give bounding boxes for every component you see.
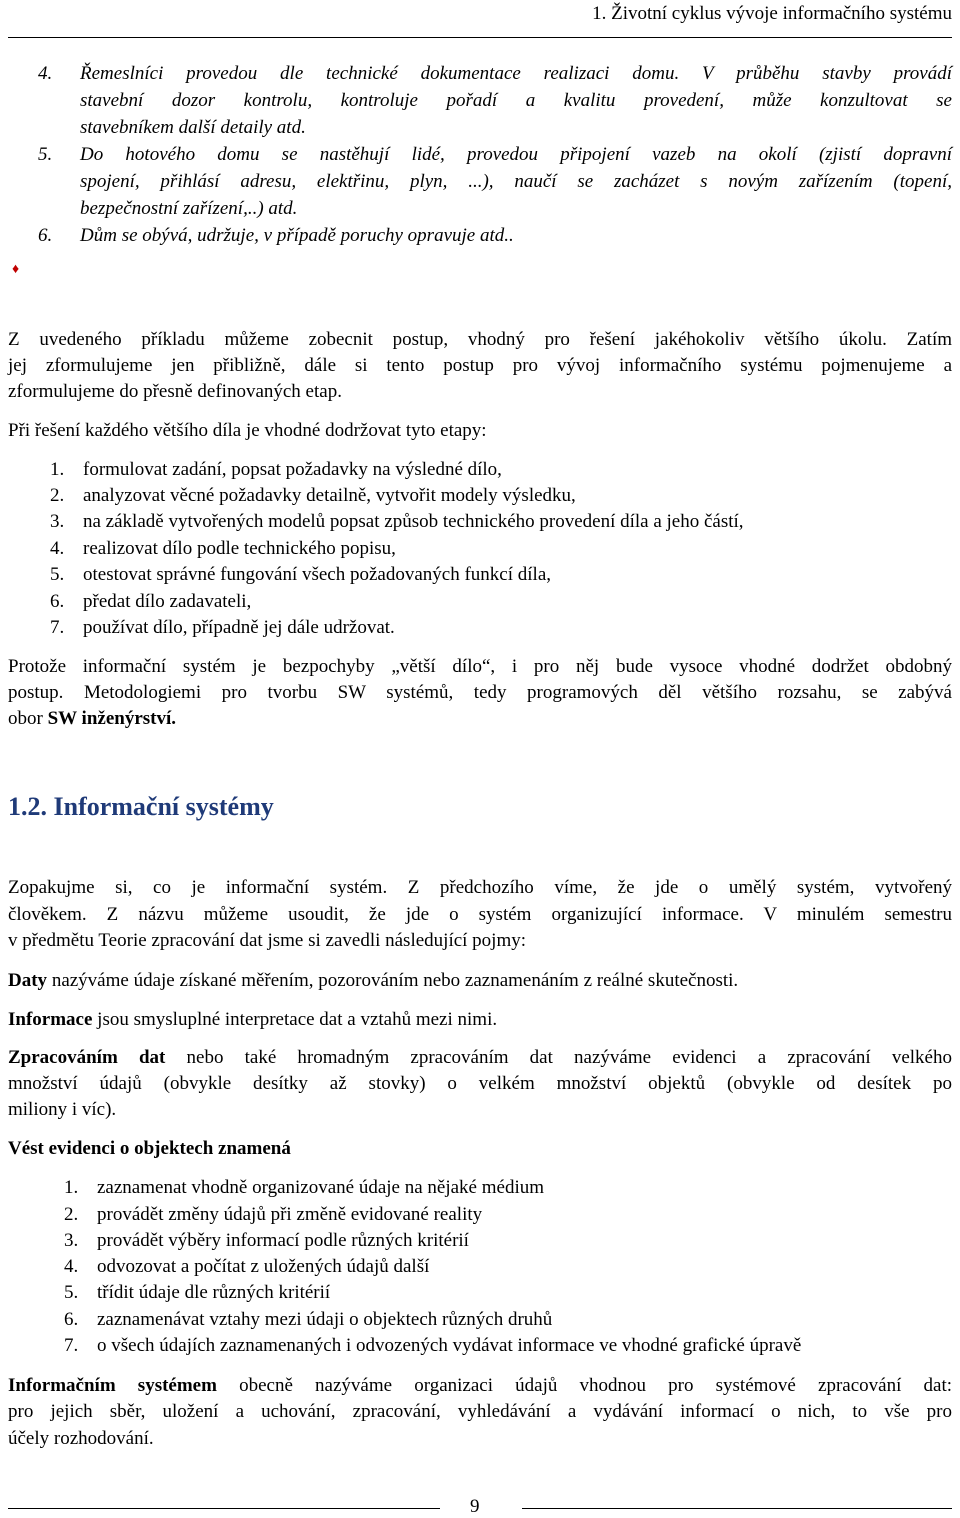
list-num: 5. [64,1282,79,1303]
term: Informace [8,1009,93,1030]
paragraph-line: zformulujeme do přesně definovaných etap. [8,381,342,402]
list-item: formulovat zadání, popsat požadavky na výsledné dílo, [83,459,502,480]
term: Zpracováním dat [8,1047,166,1068]
definition-data [8,970,738,992]
definition-text: obecně nazýváme organizaci údajů vhodnou pro systémové zpracování dat: [216,1375,952,1396]
list-item: provádět změny údajů při změně evidované reality [97,1204,483,1225]
definition-info [8,1009,497,1031]
definition-text: jsou smysluplné interpretace dat a vztahů mezi nimi. [92,1009,498,1030]
list-item: realizovat dílo podle technického popisu, [83,538,396,559]
list-num: 6. [64,1309,79,1330]
paragraph-line: Protože informační systém je bezpochyby „větší dílo“, i pro něj bude vysoce vhodné dodržet obdobný [8,656,952,677]
list-num: 6. [38,225,53,246]
list-num: 4. [64,1256,79,1277]
list-num: 7. [50,617,65,638]
list-item: provádět výběry informací podle různých kritérií [97,1230,469,1251]
list-num: 1. [64,1177,79,1198]
list-item-line: spojení, přihlásí adresu, elektřinu, plyn, ...), naučí se zacházet s novým zařízením (topení, [80,171,952,192]
paragraph-text: obor [8,708,48,729]
paragraph-line: množství údajů (obvykle desítky až stovky) o velkém množství objektů (obvykle od desítek po [8,1073,952,1094]
definition-text: nebo také hromadným zpracováním dat nazýváme evidenci a zpracování velkého [165,1047,952,1068]
list-item: používat dílo, případně jej dále udržovat. [83,617,395,638]
paragraph-line: Z uvedeného příkladu můžeme zobecnit postup, vhodný pro řešení jakéhokoliv většího úkolu. Zatím [8,329,952,350]
list-item: o všech údajích zaznamenaných i odvozených vydávat informace ve vhodné grafické úpravě [97,1335,802,1356]
paragraph: Při řešení každého většího díla je vhodné dodržovat tyto etapy: [8,420,487,441]
footer-rule-right [522,1508,952,1509]
list-item: na základě vytvořených modelů popsat způsob technického provedení díla a jeho částí, [83,511,744,532]
list-num: 3. [50,511,65,532]
term: Daty [8,970,48,991]
list-item: předat dílo zadavateli, [83,591,252,612]
list-item: zaznamenávat vztahy mezi údaji o objektech různých druhů [97,1309,553,1330]
bold-term: SW inženýrství. [47,708,177,729]
paragraph-line: účely rozhodování. [8,1428,154,1449]
list-num: 4. [38,63,53,84]
running-header: 1. Životní cyklus vývoje informačního systému [592,3,952,24]
list-item: zaznamenat vhodně organizované údaje na nějaké médium [97,1177,545,1198]
paragraph-line: v předmětu Teorie zpracování dat jsme si zavedli následující pojmy: [8,930,527,951]
list-item-line: Do hotového domu se nastěhují lidé, provedou připojení vazeb na okolí (zjistí dopravní [80,144,952,165]
page-number: 9 [470,1496,480,1517]
footer-rule-left [8,1508,440,1509]
paragraph-line: jej zformulujeme jen přibližně, dále si tento postup pro vývoj informačního systému pojmenujeme a [8,355,952,376]
list-item: analyzovat věcné požadavky detailně, vytvořit modely výsledku, [83,485,576,506]
paragraph-line: Zopakujme si, co je informační systém. Z předchozího víme, že jde o umělý systém, vytvořený [8,877,952,898]
list-item: třídit údaje dle různých kritérií [97,1282,331,1303]
definition-is [8,1375,952,1397]
list-item-line: stavební dozor kontrolu, kontroluje pořadí a kvalitu provedení, může konzultovat se [80,90,952,111]
term: Informačním systémem [8,1375,217,1396]
paragraph-line: člověkem. Z názvu můžeme usoudit, že jde o systém organizující informace. V minulém semestru [8,904,952,925]
list-num: 7. [64,1335,79,1356]
paragraph-line [8,708,176,730]
list-item-line: stavebníkem další detaily atd. [80,117,306,138]
list-item: otestovat správné fungování všech požadovaných funkcí díla, [83,564,551,585]
header-rule [8,37,952,38]
list-num: 2. [50,485,65,506]
list-num: 6. [50,591,65,612]
list-item-line: bezpečnostní zařízení,..) atd. [80,198,298,219]
diamond-bullet-icon: ♦ [12,262,20,277]
paragraph-line: pro jejich sběr, uložení a uchování, zpracování, vyhledávání a vydávání informací o nich, to vše pro [8,1401,952,1422]
paragraph-line: postup. Metodologiemi pro tvorbu SW systémů, tedy programových děl většího rozsahu, se zabývá [8,682,952,703]
definition-processing [8,1047,952,1069]
list-num: 1. [50,459,65,480]
list-num: 5. [38,144,53,165]
list-num: 3. [64,1230,79,1251]
list-num: 5. [50,564,65,585]
definition-text: nazýváme údaje získané měřením, pozorováním nebo zaznamenáním z reálné skutečnosti. [47,970,739,991]
paragraph-line: miliony i víc). [8,1099,117,1120]
list-num: 4. [50,538,65,559]
evidence-heading: Vést evidenci o objektech znamená [8,1138,291,1159]
list-item-line: Řemeslníci provedou dle technické dokumentace realizaci domu. V průběhu stavby provádí [80,63,952,84]
list-num: 2. [64,1204,79,1225]
list-item: odvozovat a počítat z uložených údajů další [97,1256,430,1277]
section-heading: 1.2. Informační systémy [8,792,274,821]
list-item-line: Dům se obývá, udržuje, v případě poruchy opravuje atd.. [80,225,514,246]
